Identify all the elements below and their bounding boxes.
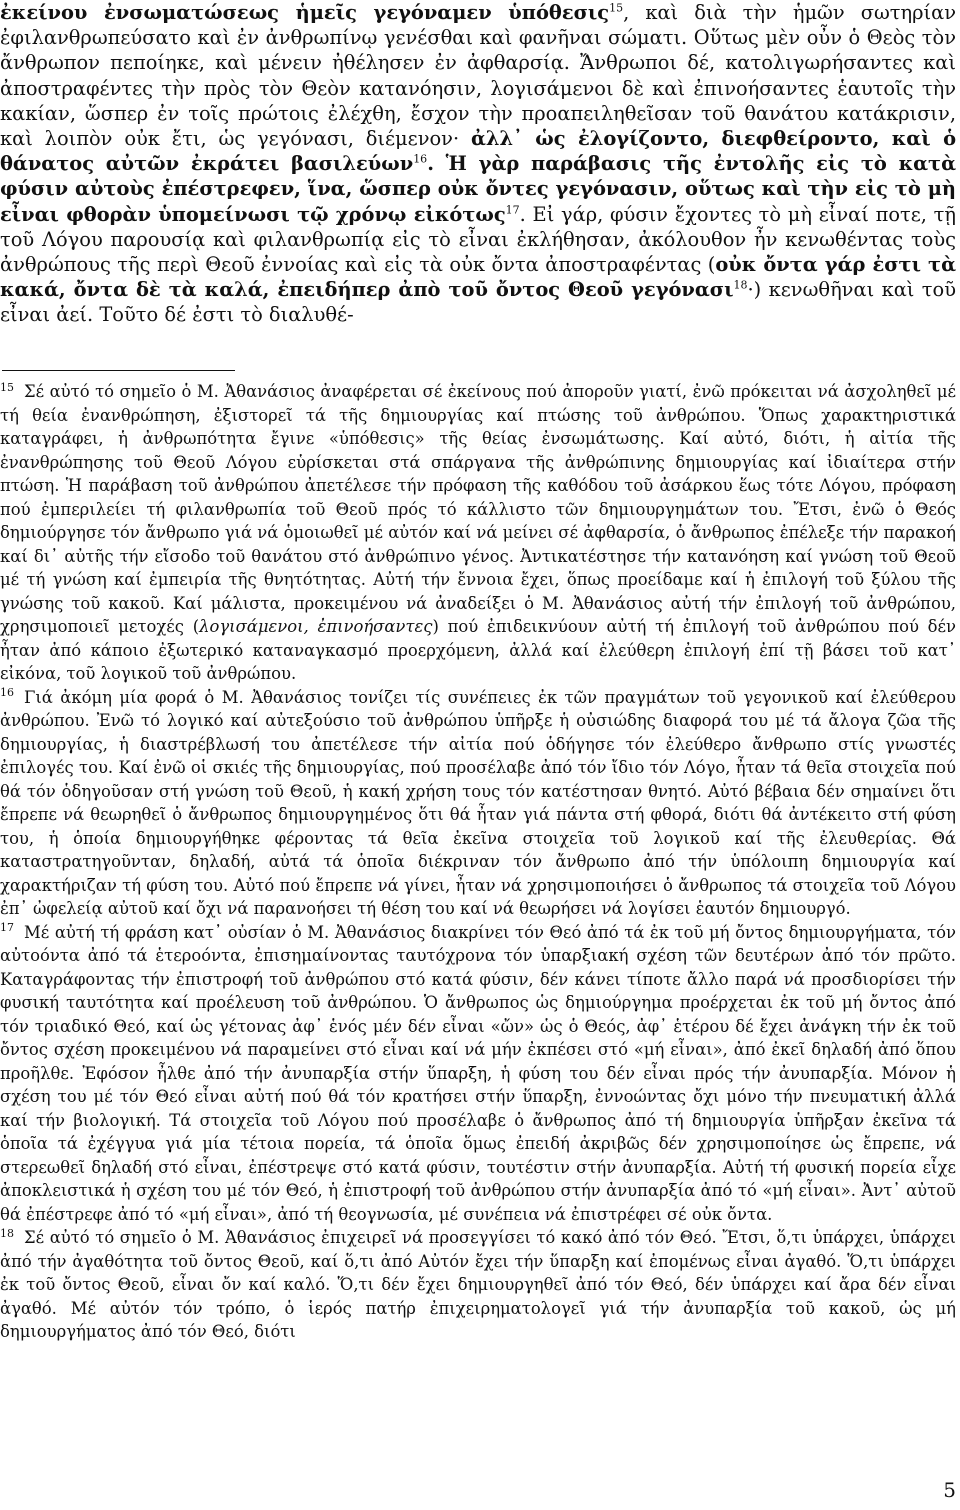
footnote-separator: [2, 370, 235, 371]
main-bold-quote: ἀλλ᾽ ὡς ἐλογίζοντο, διεφθείροντο, καὶ ὁ θάνατος αὐτῶν ἐκράτει βασιλεύων: [0, 127, 956, 176]
footnote-text: Σέ αὐτό τό σημεῖο ὁ Μ. Ἀθανάσιος ἐπιχειρεῖ νά προσεγγίσει τό κακό ἀπό τόν Θεό. Ἔτσι, ὅ,τι ὑπάρχει, ὑπάρχει ἀπό τήν ἀγαθότητα τοῦ ὄντος Θεοῦ, καί ὅ,τι ἀπό Αὐτόν ἔχει τήν ὕπαρξη καί ἐπομένως εἶναι ἀγαθό. Ὅ,τι ὑπάρχει ἐκ τοῦ ὄντος Θεοῦ, εἶναι ὄν καί καλό. Ὅ,τι δέν ἔχει δημιουργηθεῖ ἀπό τόν Θεό, δέν ὑπάρχει καί ἄρα δέν εἶναι ἀγαθό. Μέ αὐτόν τόν τρόπο, ὁ ἱερός πατήρ ἐπιχειρηματολογεῖ γιά τήν ἀνυπαρξία τοῦ κακοῦ, ὡς μή δημιουργήματος ἀπό τόν Θεό, διότι: [0, 1228, 956, 1341]
main-bold-quote: οὐκ ὄντα γάρ ἐστι τὰ κακά, ὄντα δὲ τὰ καλά, ἐπειδήπερ ἀπὸ τοῦ ὄντος Θεοῦ γεγόνασι: [0, 253, 956, 302]
main-text-segment: ·) κενωθῆναι καὶ τοῦ εἶναι ἀεί. Τοῦτο δέ ἐστι τὸ διαλυθέ-: [0, 278, 956, 327]
footnote-text: Γιά ἀκόμη μία φορά ὁ Μ. Ἀθανάσιος τονίζει τίς συνέπειες ἐκ τῶν πραγμάτων τοῦ γεγονικοῦ καί ἐλεύθερου ἀνθρώπου. Ἐνῶ τό λογικό καί αὐτεξούσιο τοῦ ἀνθρώπου ὑπῆρξε ἡ οὐσιώδης διαφορά του μέ τά ἄλογα ζῶα τῆς δημιουργίας, ἡ διαστρέβλωσή του ἀπετέλεσε τήν αἰτία πού ὁδήγησε τόν ἐλεύθερο ἄνθρωπο στίς γνωστές ἐπιλογές του. Καί ἐνῶ οἱ σκιές τῆς δημιουργίας, πού προσέλαβε ἀπό τόν ἴδιο τόν Λόγο, ἦταν τά θεῖα στοιχεῖα πού θά τόν ὁδηγοῦσαν στή γνώση τοῦ Θεοῦ, ἡ κακή χρήση τους τόν κατέστησαν θνητό. Αὐτό βέβαια δέν σημαίνει ὅτι ἔπρεπε νά θεωρηθεῖ ὁ ἄνθρωπος δημιουργημένος ὅτι θά ἦταν γιά πάντα στή φθορά, διότι θά ἀντέκειτο στή φύση του, ἡ ὁποία δημιουργήθηκε φέροντας τά θεῖα ἐκεῖνα στοιχεῖα τοῦ λογικοῦ καί τῆς ἐλευθερίας. Θά καταστρατηγοῦνταν, δηλαδή, αὐτά τά ὁποῖα διέκριναν τόν ἄνθρωπο ἀπό τήν ὑπόλοιπη δημιουργία καί χαρακτήριζαν τή φύση του. Αὐτό πού ἔπρεπε νά γίνει, ἦταν νά χρησιμοποιήσει ὁ ἄνθρωπος τά στοιχεῖα τοῦ Λόγου ἐπ᾽ ὠφελείᾳ αὐτοῦ καί ὄχι νά παρανοήσει τή θέση του καί νά θεωρήσει νά λογίσει ἑαυτόν δημιουργό.: [0, 687, 956, 918]
footnote-ref-17[interactable]: 17: [505, 203, 520, 217]
main-bold-quote: . Ἡ γὰρ παράβασις τῆς ἐντολῆς εἰς τὸ κατὰ φύσιν αὐτοὺς ἐπέστρεφεν, ἵνα, ὥσπερ οὐκ ὄντες γεγόνασιν, οὕτως καὶ τὴν εἰς τὸ μὴ εἶναι φθορὰν ὑπομείνωσι τῷ χρόνῳ εἰκότως: [0, 152, 956, 226]
main-paragraph: [0, 0, 956, 328]
footnote-ref-15[interactable]: 15: [609, 1, 624, 15]
footnote-number: 18: [0, 1226, 14, 1240]
main-text: [0, 0, 956, 328]
footnote-text: ) πού ἐπιδεικνύουν αὐτή τή ἐπιλογή τοῦ ἀνθρώπου πού δέν ἦταν ἀπό κάποιο ἐξωτερικό καταναγκασμό προερχόμενη, ἀλλά καί ἐλεύθερη ἐπιλογή ἐπί τῇ βάσει τοῦ κατ᾽ εἰκόνα, τοῦ λογικοῦ τοῦ ἀνθρώπου.: [0, 617, 956, 683]
footnote-ref-18[interactable]: 18: [733, 278, 748, 292]
footnote-18: [0, 1226, 956, 1344]
footnote-italic-text: λογισάμενοι, ἐπινοήσαντες: [199, 617, 433, 636]
footnote-16: [0, 686, 956, 921]
main-bold-opening: ἐκείνου ἐνσωματώσεως ἡμεῖς γεγόναμεν ὑπόθεσις: [0, 1, 610, 24]
footnote-text: Σέ αὐτό τό σημεῖο ὁ Μ. Ἀθανάσιος ἀναφέρεται σέ ἐκείνους πού ἀποροῦν γιατί, ἐνῶ πρόκειται νά ἀσχοληθεῖ μέ τή θεία ἐνανθρώπηση, ἐξιστορεῖ τά τῆς δημιουργίας καί πτώσης τοῦ ἀνθρώπου. Ὅπως χαρακτηριστικά καταγράφει, ἡ ἀνθρωπότητα ἔγινε «ὑπόθεσις» τῆς θείας ἐνσωμάτωσης. Καί αὐτό, διότι, ἡ αἰτία τῆς ἐνανθρώπησης τοῦ Θεοῦ Λόγου εὑρίσκεται στά σπάργανα τῆς ἀνθρώπινης δημιουργίας καί ἰδιαίτερα στήν πτώση. Ἡ παράβαση τοῦ ἀνθρώπου ἀπετέλεσε τήν πρόφαση τῆς καθόδου τοῦ ἀσάρκου ἕως τότε Λόγου, πρόφαση πού ἐμπεριλείει τή φιλανθρωπία τοῦ Θεοῦ πρός τό κάλλιστο τῶν δημιουργημάτων του. Ἔτσι, ἐνῶ ὁ Θεός δημιούργησε τόν ἄνθρωπο γιά νά ὁμοιωθεῖ μέ αὐτόν καί νά μείνει σέ ἀφθαρσία, ὁ ἄνθρωπος ἐπέλεξε τήν παρακοή καί δι᾽ αὐτῆς τήν εἴσοδο τοῦ θανάτου στό ἀνθρώπινο γένος. Ἀντικατέστησε τήν κατανόηση καί γνώση τοῦ Θεοῦ μέ τή γνώση καί ἐμπειρία τῆς θνητότητας. Αὐτή τήν ἔννοια ἔχει, ὅπως προείδαμε καί ἡ ἐπιλογή τοῦ ξύλου τῆς γνώσης τοῦ κακοῦ. Καί μάλιστα, προκειμένου νά ἀναδείξει ὁ Μ. Ἀθανάσιος αὐτή τήν ἐπιλογή τοῦ ἀνθρώπου, χρησιμοποιεῖ μετοχές (: [0, 382, 956, 636]
footnote-15: [0, 380, 956, 686]
footnote-number: 17: [0, 921, 14, 935]
main-text-segment: . Εἰ γάρ, φύσιν ἔχοντες τὸ μὴ εἶναί ποτε, τῇ τοῦ Λόγου παρουσίᾳ καὶ φιλανθρωπίᾳ εἰς τὸ εἶναι ἐκλήθησαν, ἀκόλουθον ἦν κενωθέντας τοὺς ἀνθρώπους τῆς περὶ Θεοῦ ἐννοίας καὶ εἰς τὰ οὐκ ὄντα ἀποστραφέντας (: [0, 202, 956, 277]
main-text-segment: , καὶ διὰ τὴν ἡμῶν σωτηρίαν ἐφιλανθρωπεύσατο καὶ ἐν ἀνθρωπίνῳ γενέσθαι καὶ φανῆναι σώματι. Οὕτως μὲν οὖν ὁ Θεὸς τὸν ἄνθρωπον πεποίηκε, καὶ μένειν ἠθέλησεν ἐν ἀφθαρσίᾳ. Ἄνθρωποι δέ, κατολιγωρήσαντες καὶ ἀποστραφέντες τὴν πρὸς τὸν Θεὸν κατανόησιν, λογισάμενοι δὲ καὶ ἐπινοήσαντες ἑαυτοῖς τὴν κακίαν, ὥσπερ ἐν τοῖς πρώτοις ἐλέχθη, ἔσχον τὴν προαπειληθεῖσαν τοῦ θανάτου κατάκρισιν, καὶ λοιπὸν οὐκ ἔτι, ὡς γεγόνασι, διέμενον·: [0, 1, 956, 151]
page-number: 5: [943, 1478, 956, 1502]
footnote-number: 15: [0, 380, 14, 394]
footnote-ref-16[interactable]: 16: [413, 152, 428, 166]
footnote-number: 16: [0, 686, 14, 700]
footnote-text: Μέ αὐτή τή φράση κατ᾽ οὐσίαν ὁ Μ. Ἀθανάσιος διακρίνει τόν Θεό ἀπό τά ἐκ τοῦ μή ὄντος δημιουργήματα, τόν αὐτοόντα ἀπό τά ἑτεροόντα, ἐπισημαίνοντας ταυτόχρονα τόν ὑπαρξιακή σχέση τῶν δευτέρων ἀπό τόν πρῶτο. Καταγράφοντας τήν ἐπιστροφή τοῦ ἀνθρώπου στό κατά φύσιν, δέν κάνει τίποτε ἄλλο παρά νά προσδιορίσει τήν φυσική ταυτότητα καί προέλευση τοῦ ἀνθρώπου. Ὁ ἄνθρωπος ὡς δημιούργημα προέρχεται ἐκ τοῦ μή ὄντος ἀπό τόν τριαδικό Θεό, καί ὡς γέτονας ἀφ᾽ ἑνός μέν δέν εἶναι «ὤν» ὡς ὁ Θεός, ἀφ᾽ ἑτέρου δέ ἔχει ἀνάγκη τήν ἐκ τοῦ ὄντος σχέση προκειμένου νά παραμείνει στό εἶναι καί νά μήν ἐκπέσει στό «μή εἶναι», ἀπό ἐκεῖ δηλαδή ἀπό ὅπου προῆλθε. Ἐφόσον ἦλθε ἀπό τήν ἀνυπαρξία στήν ὕπαρξη, ἡ φύση του δέν εἶναι πρός τήν ἀνυπαρξία. Μόνον ἡ σχέση του μέ τόν Θεό εἶναι αὐτή πού θά τόν κρατήσει στήν ὕπαρξη, ἐννοώντας ὄχι μόνο τήν πνευματική ἀλλά καί τήν βιολογική. Τά στοιχεῖα τοῦ Λόγου πού προσέλαβε ὁ ἄνθρωπος ἀπό τή δημιουργία ὑπῆρξαν ἐκεῖνα τά ὁποῖα τά ἐχέγγυα γιά μία τέτοια πορεία, τά ὁποῖα ὅμως ἐπειδή ἀκριβῶς δέν χρησιμοποίησε ὡς ἔπρεπε, νά στερεωθεῖ δηλαδή στό εἶναι, ἐπέστρεψε στό κατά φύσιν, τουτέστιν στήν ἀνυπαρξία. Αὐτή τή φυσική πορεία εἶχε ἀποκλειστικά ἡ σχέση του μέ τόν Θεό, ἡ ἐπιστροφή τοῦ ἀνθρώπου στήν ἀνυπαρξία ἀπό τό «μή εἶναι». Ἀντ᾽ αὐτοῦ θά ἐπέστρεφε ἀπό τό «μή εἶναι», ἀπό τή θεογνωσία, μέ συνέπεια νά ἐπιστρέφει σέ οὐκ ὄντα.: [0, 922, 956, 1224]
footnote-17: [0, 921, 956, 1227]
footnotes: [0, 380, 956, 1344]
